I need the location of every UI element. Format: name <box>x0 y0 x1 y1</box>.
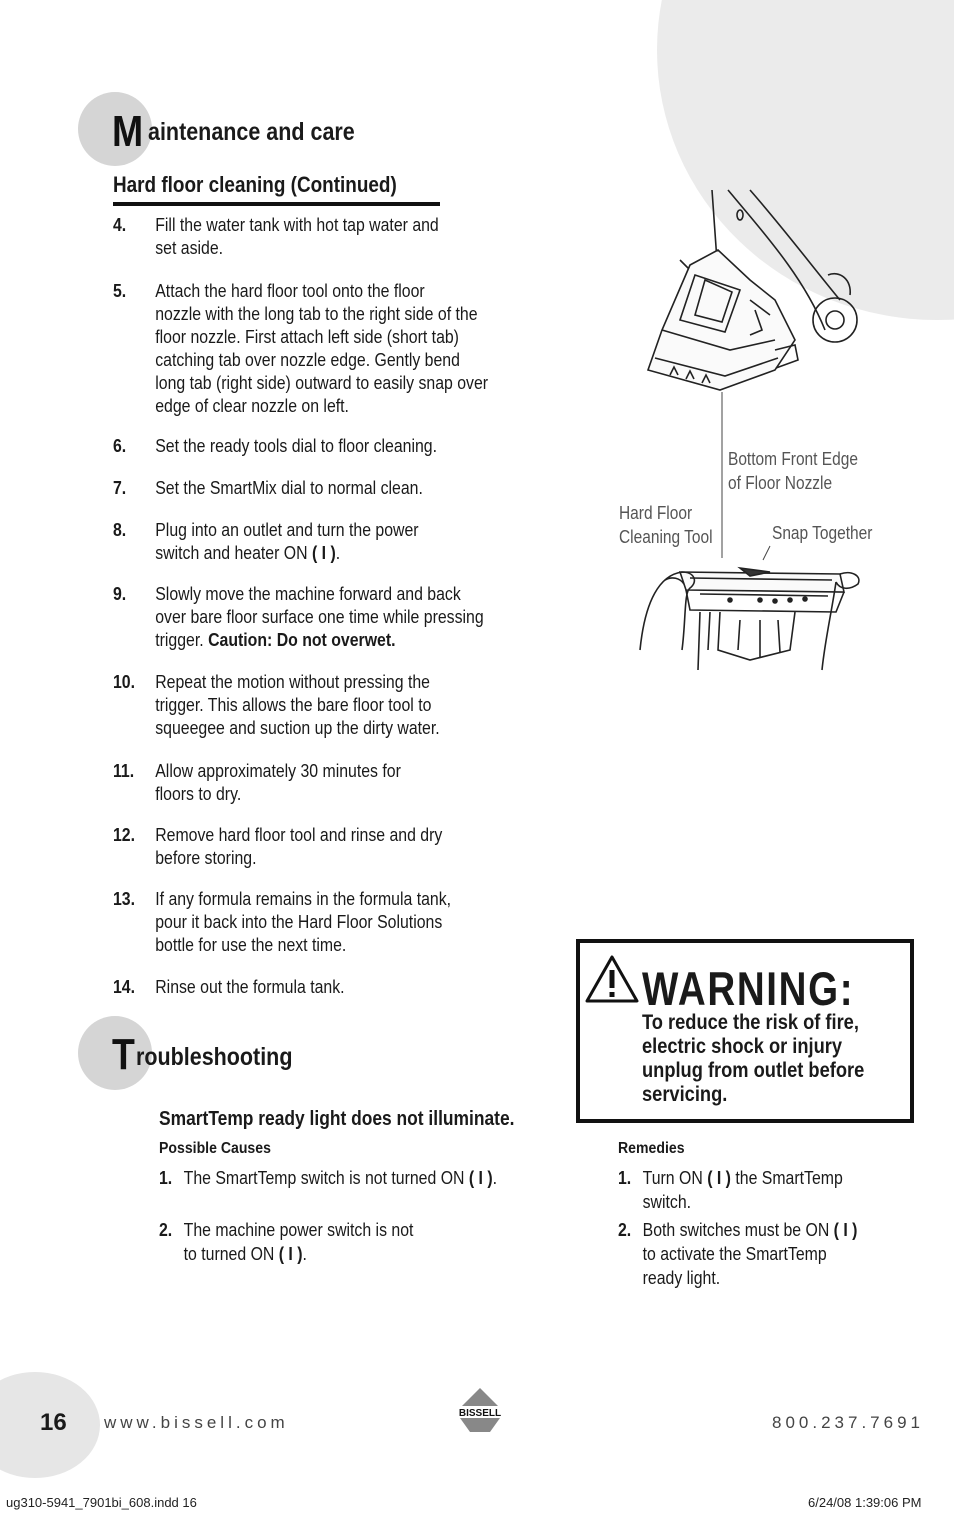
step-text: Set the SmartMix dial to normal clean. <box>155 478 423 498</box>
step-number: 8. <box>113 520 127 540</box>
step-text: Rinse out the formula tank. <box>155 977 345 997</box>
hard-floor-subtitle: Hard floor cleaning (Continued) <box>113 172 397 197</box>
item-tail: to activate the SmartTemp ready light. <box>642 1244 827 1288</box>
item-number: 1. <box>159 1168 173 1188</box>
warning-triangle-icon <box>584 954 640 1004</box>
label-hard-floor-tool: Hard Floor Cleaning Tool <box>619 503 713 547</box>
item-text <box>184 1166 554 1190</box>
step-text: If any formula remains in the formula tank, pour it back into the Hard Floor Solutions bottle for use the next time. <box>155 889 452 955</box>
step-number: 6. <box>113 436 127 456</box>
step-text: Repeat the motion without pressing the trigger. This allows the bare floor tool to squeegee and suction up the dirty water. <box>155 672 440 738</box>
print-slug-file: ug310-5941_7901bi_608.indd 16 <box>6 1495 197 1510</box>
problem-heading: SmartTemp ready light does not illuminate. <box>159 1108 515 1130</box>
warning-message: To reduce the risk of fire, electric shock or injury unplug from outlet before servicing. <box>642 1011 865 1106</box>
maintenance-title: aintenance and care <box>148 118 355 146</box>
switch-on-symbol: ( I ) <box>707 1168 731 1188</box>
item-tail: the SmartTemp switch. <box>642 1168 843 1212</box>
switch-on-symbol: ( I ) <box>278 1244 303 1264</box>
nozzle-illustration <box>600 180 860 680</box>
subtitle-rule <box>113 202 440 206</box>
step-number: 4. <box>113 215 127 235</box>
item-body: The machine power switch is not to turned ON <box>183 1220 414 1264</box>
maintenance-drop-cap: M <box>112 107 144 156</box>
item-body: Turn ON <box>642 1168 708 1188</box>
step-body: Slowly move the machine forward and back over bare floor surface one time while pressing trigger. <box>155 584 484 650</box>
step-text <box>155 519 542 565</box>
item-body: The SmartTemp switch is not turned ON <box>183 1168 469 1188</box>
website-link[interactable]: www.bissell.com <box>104 1413 289 1432</box>
step-text <box>155 583 542 652</box>
print-slug-date: 6/24/08 1:39:06 PM <box>808 1495 922 1510</box>
step-text: Allow approximately 30 minutes for floors to dry. <box>155 761 401 804</box>
item-number: 1. <box>618 1168 632 1188</box>
page-number: 16 <box>40 1409 67 1436</box>
step-number: 12. <box>113 825 136 845</box>
switch-on-symbol: ( I ) <box>468 1168 493 1188</box>
warning-heading: WARNING: <box>642 962 855 1015</box>
troubleshooting-title: roubleshooting <box>136 1043 293 1071</box>
item-tail: . <box>492 1168 498 1188</box>
step-number: 10. <box>113 672 136 692</box>
label-snap-together: Snap Together <box>772 523 873 543</box>
caution-text: Caution: Do not overwet. <box>208 630 396 650</box>
step-text: Attach the hard floor tool onto the floor nozzle with the long tab to the right side of the floor nozzle. First attach left side (short tab) catching tab over nozzle edge. Gently bend long tab (right side) outward to easily snap over edge of clear nozzle on left. <box>155 281 489 416</box>
step-tail: . <box>335 543 341 563</box>
causes-heading: Possible Causes <box>159 1140 271 1157</box>
item-number: 2. <box>618 1220 632 1240</box>
item-text <box>184 1218 448 1266</box>
phone-number: 800.237.7691 <box>772 1413 924 1432</box>
label-bottom-front-edge: Bottom Front Edge of Floor Nozzle <box>728 449 858 493</box>
step-text: Set the ready tools dial to floor cleaning. <box>155 436 438 456</box>
troubleshooting-drop-cap: T <box>112 1030 135 1079</box>
switch-on-symbol: ( I ) <box>833 1220 858 1240</box>
step-number: 13. <box>113 889 136 909</box>
step-text: Fill the water tank with hot tap water and set aside. <box>155 215 439 258</box>
logo-wordmark: BISSELL <box>458 1408 502 1419</box>
step-text: Remove hard floor tool and rinse and dry before storing. <box>155 825 443 868</box>
item-tail: . <box>302 1244 307 1264</box>
item-text <box>643 1218 907 1290</box>
item-body: Both switches must be ON <box>642 1220 834 1240</box>
step-number: 7. <box>113 478 127 498</box>
step-number: 5. <box>113 281 127 301</box>
item-text <box>643 1166 907 1214</box>
step-body: Plug into an outlet and turn the power switch and heater ON <box>155 520 419 563</box>
item-number: 2. <box>159 1220 173 1240</box>
step-number: 14. <box>113 977 136 997</box>
step-number: 9. <box>113 584 127 604</box>
remedies-heading: Remedies <box>618 1140 685 1157</box>
switch-on-symbol: ( I ) <box>311 543 336 563</box>
step-number: 11. <box>113 761 135 781</box>
bissell-logo-icon <box>448 1386 512 1434</box>
